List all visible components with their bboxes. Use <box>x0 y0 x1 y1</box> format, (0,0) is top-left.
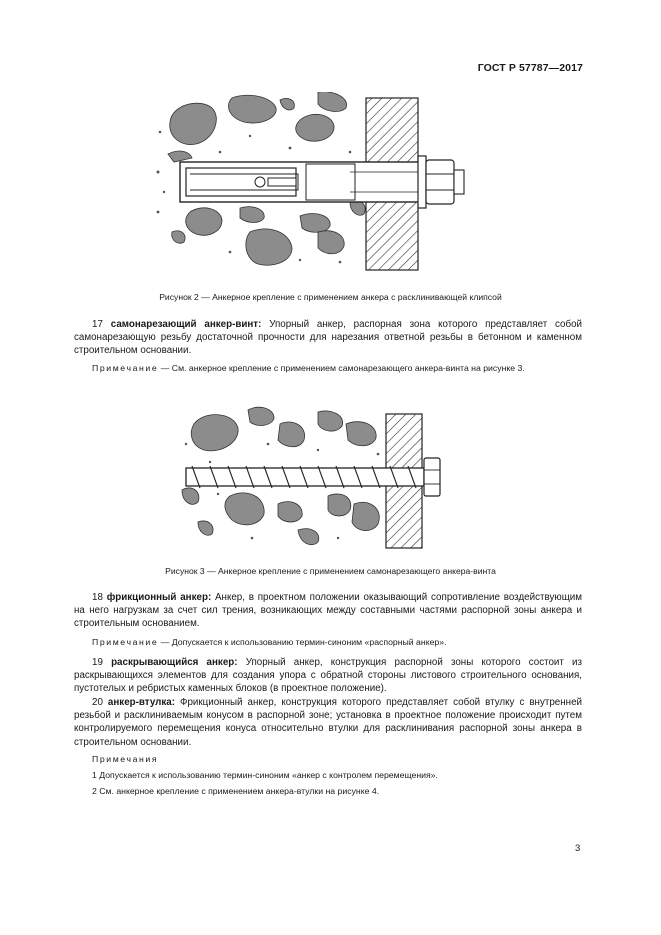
term-20-text: Фрикционный анкер, конструкция которого представляет собой втулку с внутренней резьбой и расклиниваемым конусом в распорной зоне; установка в проектное положение происходит путем контролируемого перемещения конуса относительно втулки для расклинивания распорной зоны анкера в строительном основании. <box>74 697 582 748</box>
figure-2-drawing <box>150 92 470 272</box>
notes-20-label: Примечания <box>92 754 159 764</box>
term-17-term: самонарезающий анкер-винт: <box>110 319 262 330</box>
term-18-text: Анкер, в проектном положении оказывающий сопротивление воздействующим на него нагрузкам за счет сил трения, возникающих между составными частями распорной зоны анкера и строительным основанием. <box>74 592 582 630</box>
notes-20-item-2: 2 См. анкерное крепление с применением анкера-втулки на рисунке 4. <box>92 786 380 796</box>
term-18-term: фрикционный анкер: <box>106 592 212 603</box>
term-19-term: раскрывающийся анкер: <box>111 657 238 668</box>
term-17-number: 17 <box>92 319 103 330</box>
term-17-text: Упорный анкер, распорная зона которого представляет собой самонарезающую резьбу достаточной прочности для нарезания ответной резьбы в бетонном и каменном строительном основании. <box>74 319 582 357</box>
note-17-text: — См. анкерное крепление с применением самонарезающего анкера-винта на рисунке 3. <box>158 363 525 373</box>
document-code: ГОСТ Р 57787—2017 <box>477 62 583 74</box>
note-17 <box>74 362 582 374</box>
note-18 <box>74 636 582 648</box>
term-20-term: анкер-втулка: <box>107 697 175 708</box>
term-17-definition <box>74 318 582 358</box>
term-19-number: 19 <box>92 657 103 668</box>
term-20-number: 20 <box>92 697 103 708</box>
figure-2-caption: Рисунок 2 — Анкерное крепление с применением анкера с расклинивающей клипсой <box>159 292 502 302</box>
term-18-number: 18 <box>92 592 103 603</box>
note-17-label: Примечание <box>92 363 159 373</box>
term-19-definition <box>74 656 582 696</box>
note-18-text: — Допускается к использованию термин-синоним «распорный анкер». <box>158 637 447 647</box>
notes-20-item-1: 1 Допускается к использованию термин-синоним «анкер с контролем перемещения». <box>92 770 438 780</box>
note-18-label: Примечание <box>92 637 159 647</box>
term-20-definition <box>74 696 582 749</box>
figure-3-caption: Рисунок 3 — Анкерное крепление с применением самонарезающего анкера-винта <box>165 566 496 576</box>
figure-3-drawing <box>178 404 448 554</box>
page-number: 3 <box>575 843 581 854</box>
term-19-text: Упорный анкер, конструкция распорной зоны которого состоит из раскрывающихся элементов для создания упора с обратной стороны листового строительного основания, пустотелых и ребристых каменных блоков (в проектное положение). <box>74 657 582 695</box>
term-18-definition <box>74 591 582 631</box>
